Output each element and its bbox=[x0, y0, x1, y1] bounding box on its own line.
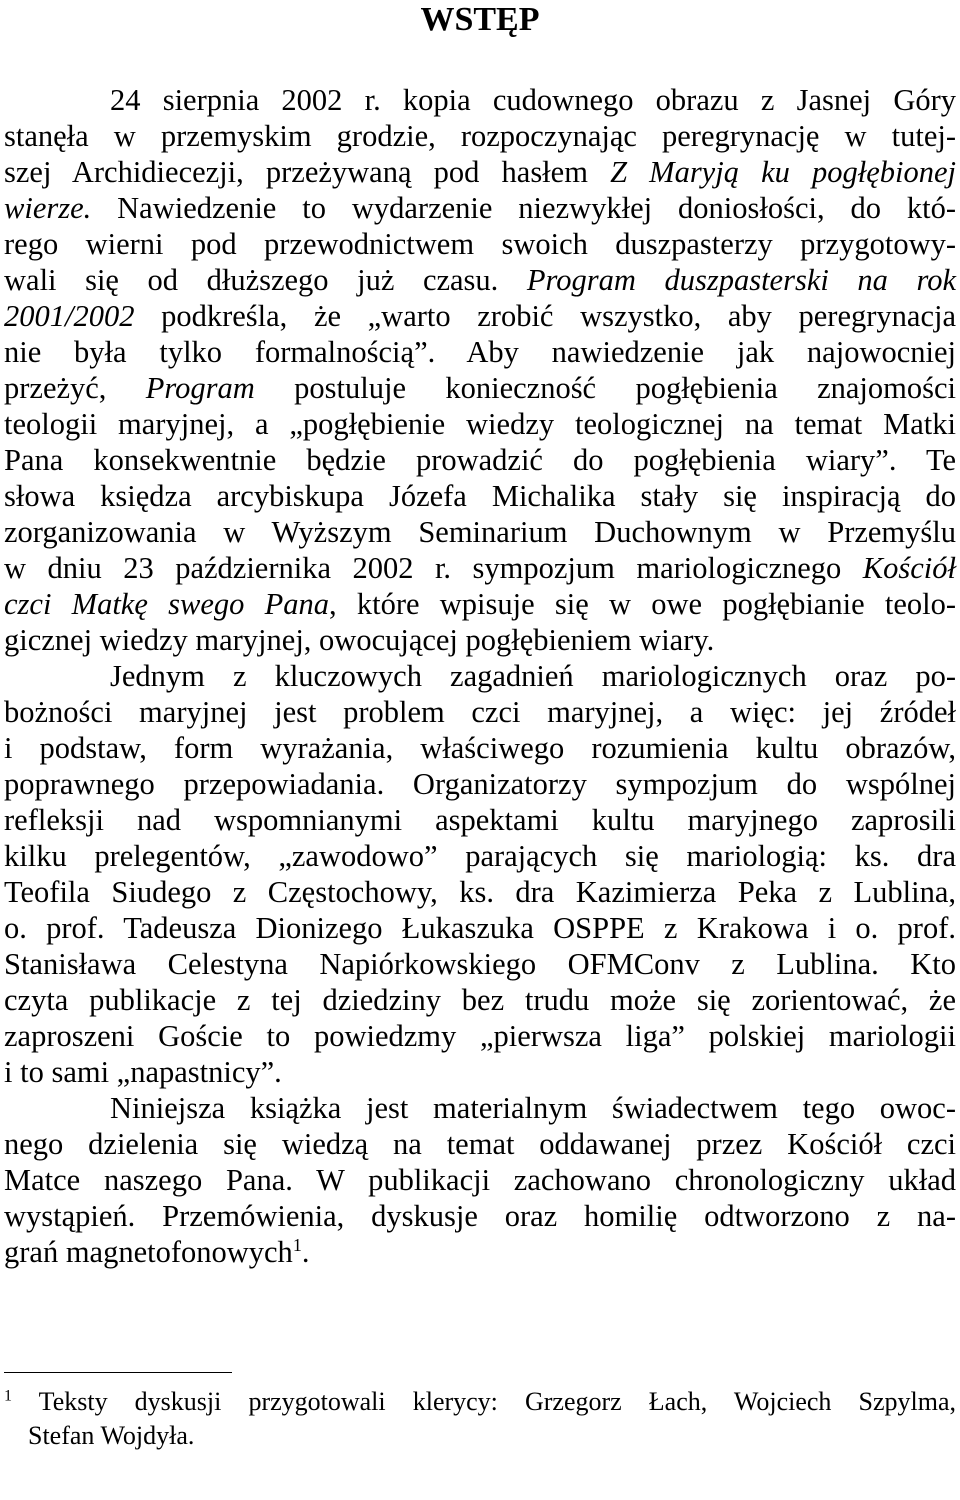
text-line: Matce naszego Pana. W publikacji zachowano chronologiczny układ bbox=[4, 1163, 956, 1197]
text-line: Stanisława Celestyna Napiórkowskiego OFMConv z Lublina. Kto bbox=[4, 947, 956, 981]
text-line: wystąpień. Przemówienia, dyskusje oraz homilię odtworzono z na- bbox=[4, 1199, 956, 1233]
text-line: stanęła w przemyskim grodzie, rozpoczynając peregrynację w tutej- bbox=[4, 119, 956, 153]
text-line: w dniu 23 października 2002 r. sympozjum mariologicznego Kościół bbox=[4, 551, 956, 585]
text-line: refleksji nad wspomnianymi aspektami kultu maryjnego zaprosili bbox=[4, 803, 956, 837]
text-line: nego dzielenia się wiedzą na temat oddawanej przez Kościół czci bbox=[4, 1127, 956, 1161]
text-line: Pana konsekwentnie będzie prowadzić do pogłębienia wiary”. Te bbox=[4, 443, 956, 477]
text-line: 2001/2002 podkreśla, że „warto zrobić wszystko, aby peregrynacja bbox=[4, 299, 956, 333]
text-line: i to sami „napastnicy”. bbox=[4, 1055, 282, 1089]
text-line: czci Matkę swego Pana, które wpisuje się w owe pogłębianie teolo- bbox=[4, 587, 956, 621]
footnote-line: $^1$ Teksty dyskusji przygotowali klerycy: Grzegorz Łach, Wojciech Szpylma, bbox=[4, 1387, 956, 1416]
text-line: 24 sierpnia 2002 r. kopia cudownego obrazu z Jasnej Góry bbox=[110, 83, 956, 117]
text-line: wierze. Nawiedzenie to wydarzenie niezwykłej doniosłości, do któ- bbox=[4, 191, 956, 225]
text-line: teologii maryjnej, a „pogłębienie wiedzy teologicznej na temat Matki bbox=[4, 407, 956, 441]
text-line: zorganizowania w Wyższym Seminarium Duchownym w Przemyślu bbox=[4, 515, 956, 549]
page-title: WSTĘP bbox=[420, 1, 540, 38]
text-line: wali się od dłuższego już czasu. Program duszpasterski na rok bbox=[4, 263, 956, 297]
text-line: Teofila Siudego z Częstochowy, ks. dra Kazimierza Peka z Lublina, bbox=[4, 875, 956, 909]
text-line: czyta publikacje z tej dziedziny bez trudu może się zorientować, że bbox=[4, 983, 956, 1017]
text-line: rego wierni pod przewodnictwem swoich duszpasterzy przygotowy- bbox=[4, 227, 956, 261]
text-line: i podstaw, form wyrażania, właściwego rozumienia kultu obrazów, bbox=[4, 731, 956, 765]
text-line: gicznej wiedzy maryjnej, owocującej pogłębieniem wiary. bbox=[4, 623, 715, 657]
footnote-reference: 1 bbox=[292, 1234, 302, 1255]
text-line: zaproszeni Goście to powiedzmy „pierwsza liga” polskiej mariologii bbox=[4, 1019, 956, 1053]
text-line: o. prof. Tadeusza Dionizego Łukaszuka OSPPE z Krakowa i o. prof. bbox=[4, 911, 956, 945]
text-line: Jednym z kluczowych zagadnień mariologicznych oraz po- bbox=[110, 659, 956, 693]
text-line: nie była tylko formalnością”. Aby nawiedzenie jak najowocniej bbox=[4, 335, 956, 369]
text-line: szej Archidiecezji, przeżywaną pod hasłem Z Maryją ku pogłębionej bbox=[4, 155, 956, 189]
text-line: Niniejsza książka jest materialnym świadectwem tego owoc- bbox=[110, 1091, 956, 1125]
text-line: bożności maryjnej jest problem czci maryjnej, a więc: jej źródeł bbox=[4, 695, 956, 729]
text-line: przeżyć, Program postuluje konieczność pogłębienia znajomości bbox=[4, 371, 956, 405]
text-line: poprawnego przepowiadania. Organizatorzy sympozjum do wspólnej bbox=[4, 767, 956, 801]
text-line: kilku prelegentów, „zawodowo” parających się mariologią: ks. dra bbox=[4, 839, 956, 873]
text-line: grań magnetofonowych$^1$. bbox=[4, 1234, 310, 1269]
text-line: słowa księdza arcybiskupa Józefa Michalika stały się inspiracją do bbox=[4, 479, 956, 513]
footnote-line: Stefan Wojdyła. bbox=[28, 1421, 195, 1450]
footnote-mark: 1 bbox=[4, 1387, 12, 1405]
footnote-divider bbox=[4, 1372, 232, 1373]
